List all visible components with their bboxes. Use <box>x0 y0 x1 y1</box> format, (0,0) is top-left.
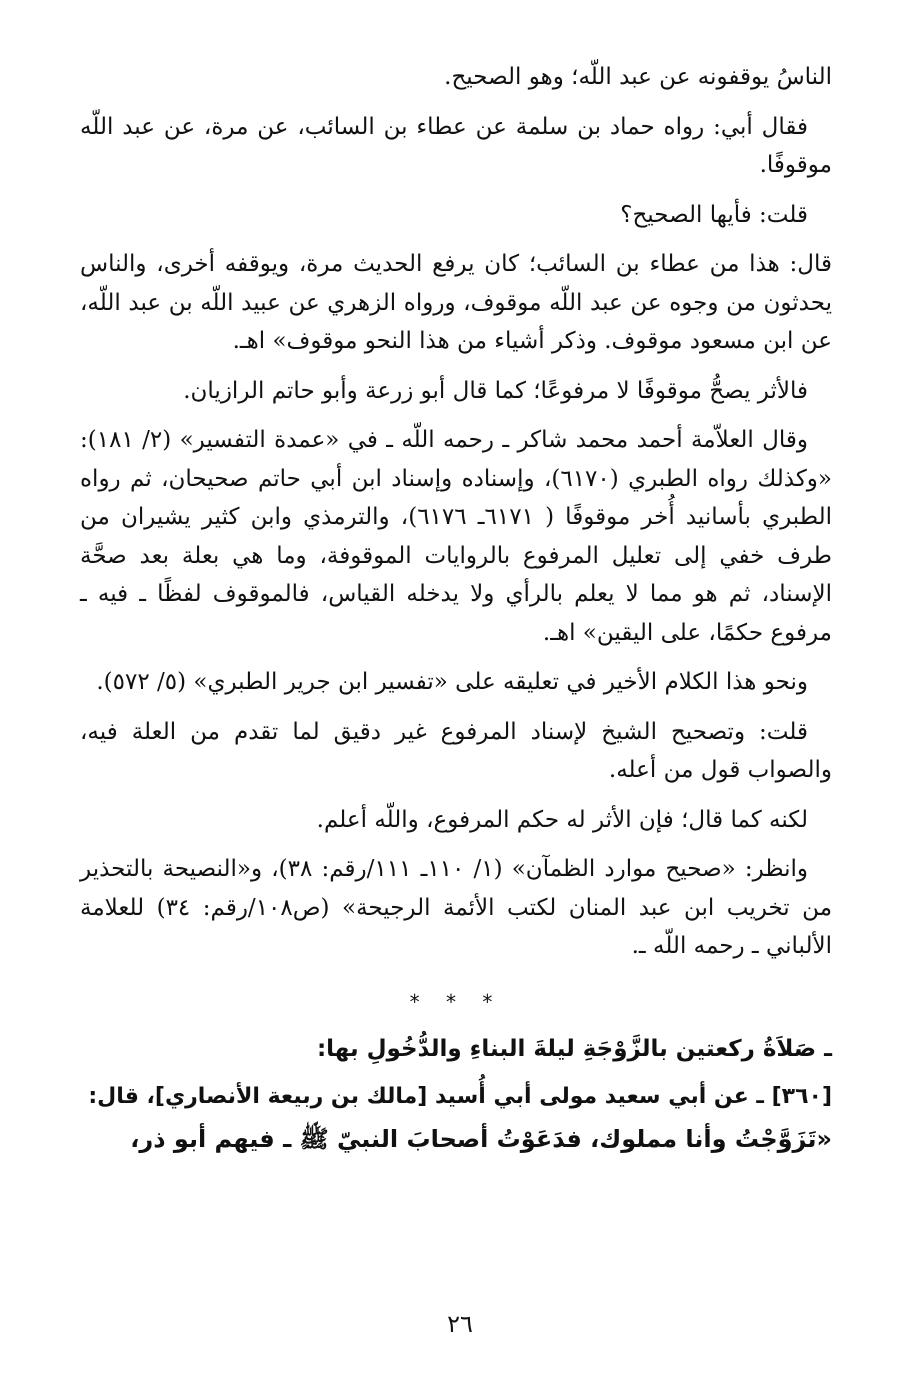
paragraph-4: قال: هذا من عطاء بن السائب؛ كان يرفع الحديث مرة، ويوقفه أخرى، والناس يحدثون من وجوه عن عبد اللّه موقوف، ورواه الزهري عن عبيد اللّه بن عبد اللّه، عن ابن مسعود موقوف. وذكر أشياء من هذا النحو موقوف» اهـ. <box>80 251 832 354</box>
page-body <box>80 58 832 1160</box>
section-separator: * * * <box>409 989 503 1014</box>
paragraph-2: فقال أبي: رواه حماد بن سلمة عن عطاء بن السائب، عن مرة، عن عبد اللّه موقوفًا. <box>80 113 832 178</box>
paragraph-8: قلت: وتصحيح الشيخ لإسناد المرفوع غير دقيق لما تقدم من العلة فيه، والصواب قول من أعله. <box>80 718 832 783</box>
paragraph-3: قلت: فأيها الصحيح؟ <box>620 201 808 228</box>
section-heading: ـ صَلاَةُ ركعتين بالزَّوْجَةِ ليلةَ البناءِ والدُّخُولِ بها: <box>316 1035 832 1062</box>
paragraph-10: وانظر: «صحيح موارد الظمآن» (١/ ١١٠ـ ١١١/رقم: ٣٨)، و«النصيحة بالتحذير من تخريب ابن عبد المنان لكتب الأئمة الرجيحة» (ص١٠٨/رقم: ٣٤) للعلامة الألباني ـ رحمه اللّه ـ. <box>80 856 833 959</box>
hadith-text: «تَزَوَّجْتُ وأنا مملوك، فدَعَوْتُ أصحابَ النبيّ ﷺ ـ فيهم أبو ذر، <box>130 1124 832 1153</box>
page-number: ٢٦ <box>447 1310 473 1338</box>
hadith-intro: [٣٦٠] ـ عن أبي سعيد مولى أبي أُسيد [مالك بن ربيعة الأنصاري]، قال: <box>88 1083 832 1109</box>
paragraph-1: الناسُ يوقفونه عن عبد اللّه؛ وهو الصحيح. <box>444 64 832 90</box>
paragraph-6: وقال العلاّمة أحمد محمد شاكر ـ رحمه اللّه ـ في «عمدة التفسير» (٢/ ١٨١): «وكذلك رواه الطبري (٦١٧٠)، وإسناده وإسناد ابن أبي حاتم صحيحان، ثم رواه الطبري بأسانيد أُخر موقوفًا ( ٦١٧١ـ ٦١٧٦)، والترمذي وابن كثير يشيران من طرف خفي إلى تعليل المرفوع بالروايات الموقوفة، وما هي بعلة بعد صحَّة الإسناد، ثم هو مما لا يعلم بالرأي ولا يدخله القياس، فالموقوف لفظًا ـ فيه ـ مرفوع حكمًا، على اليقين» اهـ. <box>80 427 832 646</box>
paragraph-7: ونحو هذا الكلام الأخير في تعليقه على «تفسير ابن جرير الطبري» (٥/ ٥٧٢). <box>96 669 808 695</box>
paragraph-9: لكنه كما قال؛ فإن الأثر له حكم المرفوع، واللّه أعلم. <box>316 806 808 833</box>
paragraph-5: فالأثر يصحُّ موقوفًا لا مرفوعًا؛ كما قال أبو زرعة وأبو حاتم الرازيان. <box>183 377 808 404</box>
